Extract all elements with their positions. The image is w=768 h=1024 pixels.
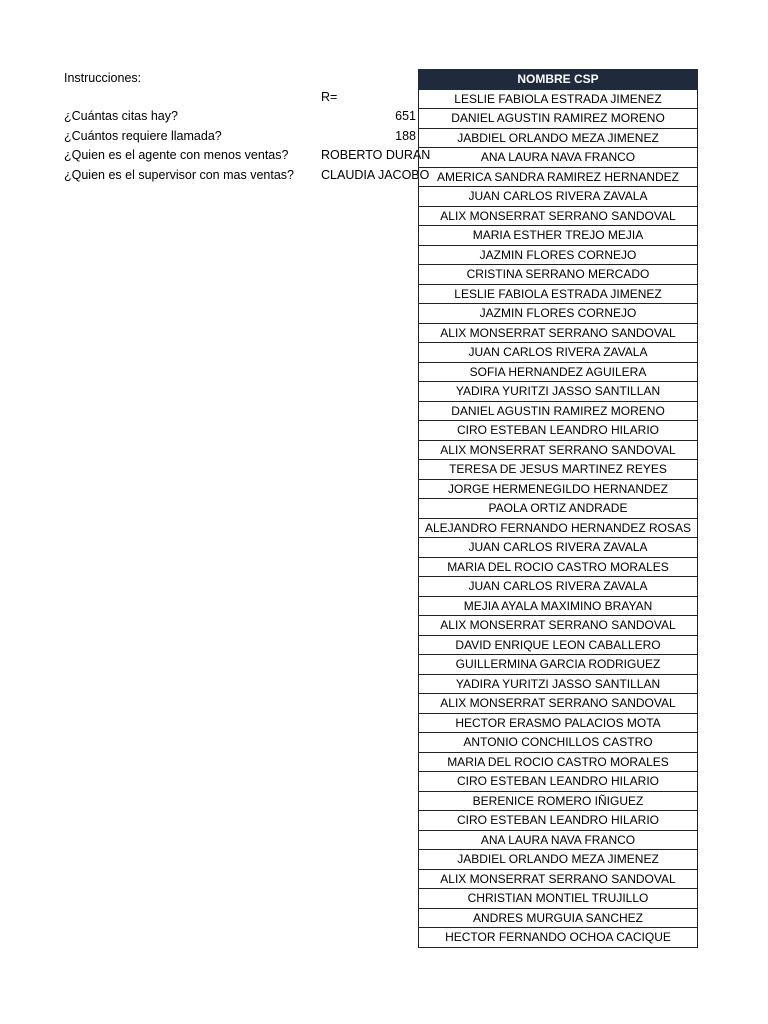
csp-name-cell: YADIRA YURITZI JASSO SANTILLAN bbox=[419, 674, 698, 694]
csp-name-cell: ALEJANDRO FERNANDO HERNANDEZ ROSAS bbox=[419, 518, 698, 538]
table-row bbox=[419, 362, 698, 382]
csp-name-cell: ALIX MONSERRAT SERRANO SANDOVAL bbox=[419, 616, 698, 636]
csp-name-cell: ALIX MONSERRAT SERRANO SANDOVAL bbox=[419, 869, 698, 889]
answer-r-label: R= bbox=[321, 90, 338, 104]
table-row bbox=[419, 421, 698, 441]
csp-name-cell: CHRISTIAN MONTIEL TRUJILLO bbox=[419, 889, 698, 909]
column-header-nombre-csp: NOMBRE CSP bbox=[419, 70, 698, 90]
csp-name-cell: ALIX MONSERRAT SERRANO SANDOVAL bbox=[419, 323, 698, 343]
table-row bbox=[419, 245, 698, 265]
csp-name-cell: PAOLA ORTIZ ANDRADE bbox=[419, 499, 698, 519]
table-row bbox=[419, 479, 698, 499]
table-row bbox=[419, 655, 698, 675]
instructions-title: Instrucciones: bbox=[64, 71, 142, 85]
table-row bbox=[419, 869, 698, 889]
csp-name-cell: AMERICA SANDRA RAMIREZ HERNANDEZ bbox=[419, 167, 698, 187]
answer-4: CLAUDIA JACOBO bbox=[321, 168, 430, 182]
table-row bbox=[419, 226, 698, 246]
question-1: ¿Cuántas citas hay? bbox=[64, 109, 178, 123]
csp-name-cell: ALIX MONSERRAT SERRANO SANDOVAL bbox=[419, 206, 698, 226]
csp-name-cell: ANA LAURA NAVA FRANCO bbox=[419, 830, 698, 850]
csp-name-cell: ALIX MONSERRAT SERRANO SANDOVAL bbox=[419, 440, 698, 460]
csp-name-cell: ANDRES MURGUIA SANCHEZ bbox=[419, 908, 698, 928]
table-row bbox=[419, 343, 698, 363]
question-2: ¿Cuántos requiere llamada? bbox=[64, 129, 222, 143]
csp-name-cell: HECTOR FERNANDO OCHOA CACIQUE bbox=[419, 928, 698, 948]
table-row bbox=[419, 674, 698, 694]
table-row bbox=[419, 128, 698, 148]
table-row bbox=[419, 811, 698, 831]
table-row bbox=[419, 733, 698, 753]
csp-name-cell: SOFIA HERNANDEZ AGUILERA bbox=[419, 362, 698, 382]
table-row bbox=[419, 850, 698, 870]
answer-3: ROBERTO DURAN bbox=[321, 148, 431, 162]
table-row bbox=[419, 148, 698, 168]
csp-name-cell: CIRO ESTEBAN LEANDRO HILARIO bbox=[419, 811, 698, 831]
csp-name-cell: JORGE HERMENEGILDO HERNANDEZ bbox=[419, 479, 698, 499]
table-row bbox=[419, 323, 698, 343]
table-row bbox=[419, 889, 698, 909]
question-3: ¿Quien es el agente con menos ventas? bbox=[64, 148, 289, 162]
table-row bbox=[419, 752, 698, 772]
csp-name-cell: JUAN CARLOS RIVERA ZAVALA bbox=[419, 187, 698, 207]
question-4: ¿Quien es el supervisor con mas ventas? bbox=[64, 168, 294, 182]
csp-name-cell: CIRO ESTEBAN LEANDRO HILARIO bbox=[419, 772, 698, 792]
csp-name-cell: ANA LAURA NAVA FRANCO bbox=[419, 148, 698, 168]
csp-name-cell: GUILLERMINA GARCIA RODRIGUEZ bbox=[419, 655, 698, 675]
table-row bbox=[419, 206, 698, 226]
csp-name-cell: MARIA DEL ROCIO CASTRO MORALES bbox=[419, 557, 698, 577]
csp-name-cell: TERESA DE JESUS MARTINEZ REYES bbox=[419, 460, 698, 480]
table-row bbox=[419, 596, 698, 616]
table-row bbox=[419, 577, 698, 597]
table-row bbox=[419, 908, 698, 928]
table-row bbox=[419, 401, 698, 421]
csp-name-cell: MEJIA AYALA MAXIMINO BRAYAN bbox=[419, 596, 698, 616]
table-row bbox=[419, 382, 698, 402]
csp-name-cell: JUAN CARLOS RIVERA ZAVALA bbox=[419, 577, 698, 597]
table-row bbox=[419, 791, 698, 811]
table-row bbox=[419, 440, 698, 460]
table-row bbox=[419, 499, 698, 519]
csp-table-body bbox=[419, 89, 698, 947]
table-row bbox=[419, 635, 698, 655]
table-row bbox=[419, 265, 698, 285]
csp-name-cell: ANTONIO CONCHILLOS CASTRO bbox=[419, 733, 698, 753]
table-row bbox=[419, 830, 698, 850]
table-row bbox=[419, 89, 698, 109]
table-row bbox=[419, 109, 698, 129]
table-row bbox=[419, 694, 698, 714]
csp-name-cell: MARIA ESTHER TREJO MEJIA bbox=[419, 226, 698, 246]
answer-2: 188 bbox=[395, 129, 416, 143]
csp-name-cell: MARIA DEL ROCIO CASTRO MORALES bbox=[419, 752, 698, 772]
table-row bbox=[419, 713, 698, 733]
table-row bbox=[419, 518, 698, 538]
csp-name-cell: DAVID ENRIQUE LEON CABALLERO bbox=[419, 635, 698, 655]
table-row bbox=[419, 928, 698, 948]
table-row bbox=[419, 772, 698, 792]
csp-name-cell: JAZMIN FLORES CORNEJO bbox=[419, 245, 698, 265]
csp-name-cell: DANIEL AGUSTIN RAMIREZ MORENO bbox=[419, 109, 698, 129]
csp-name-cell: JABDIEL ORLANDO MEZA JIMENEZ bbox=[419, 850, 698, 870]
csp-name-cell: JABDIEL ORLANDO MEZA JIMENEZ bbox=[419, 128, 698, 148]
table-row bbox=[419, 616, 698, 636]
csp-name-cell: LESLIE FABIOLA ESTRADA JIMENEZ bbox=[419, 284, 698, 304]
csp-name-cell: CRISTINA SERRANO MERCADO bbox=[419, 265, 698, 285]
csp-name-cell: JUAN CARLOS RIVERA ZAVALA bbox=[419, 343, 698, 363]
csp-name-cell: YADIRA YURITZI JASSO SANTILLAN bbox=[419, 382, 698, 402]
csp-name-cell: HECTOR ERASMO PALACIOS MOTA bbox=[419, 713, 698, 733]
csp-name-cell: CIRO ESTEBAN LEANDRO HILARIO bbox=[419, 421, 698, 441]
table-row bbox=[419, 284, 698, 304]
table-row bbox=[419, 304, 698, 324]
csp-name-cell: DANIEL AGUSTIN RAMIREZ MORENO bbox=[419, 401, 698, 421]
table-row bbox=[419, 538, 698, 558]
csp-name-cell: BERENICE ROMERO IÑIGUEZ bbox=[419, 791, 698, 811]
table-row bbox=[419, 167, 698, 187]
answer-1: 651 bbox=[395, 109, 416, 123]
csp-name-cell: JUAN CARLOS RIVERA ZAVALA bbox=[419, 538, 698, 558]
table-row bbox=[419, 557, 698, 577]
csp-table bbox=[418, 69, 698, 948]
csp-name-cell: LESLIE FABIOLA ESTRADA JIMENEZ bbox=[419, 89, 698, 109]
csp-name-cell: JAZMIN FLORES CORNEJO bbox=[419, 304, 698, 324]
csp-name-cell: ALIX MONSERRAT SERRANO SANDOVAL bbox=[419, 694, 698, 714]
table-row bbox=[419, 460, 698, 480]
table-row bbox=[419, 187, 698, 207]
